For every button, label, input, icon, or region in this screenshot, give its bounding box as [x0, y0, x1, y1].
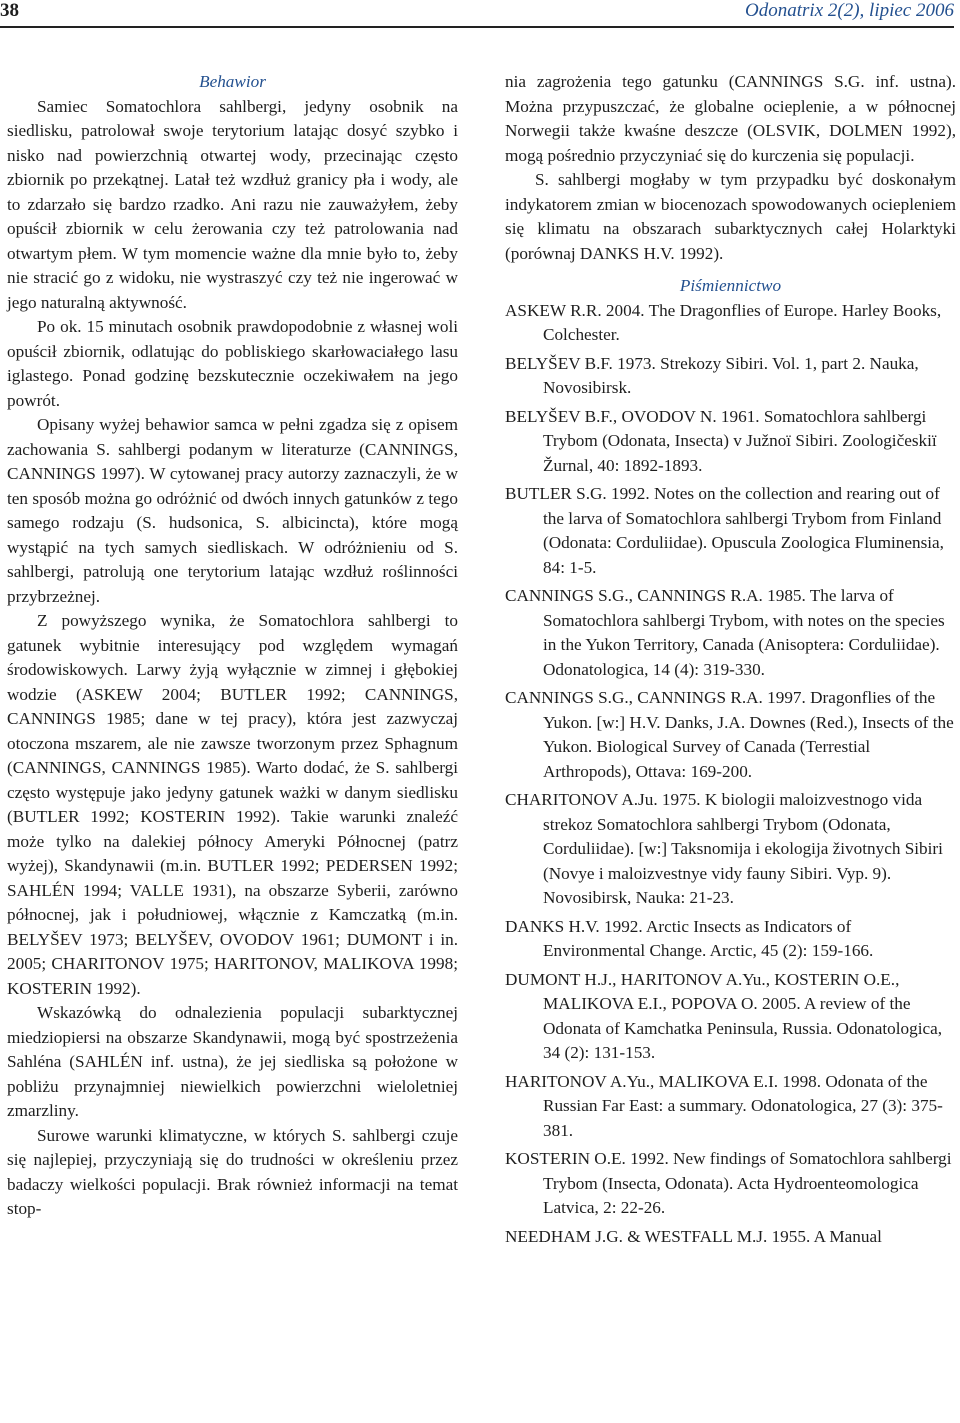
reference-entry: CHARITONOV A.Ju. 1975. K biologii maloizvestnogo vida strekoz Somatochlora sahlbergi Trybom (Odonata, Corduliidae). [w:] Taksnomija i ekologija životnych Sibiri (Novye i maloizvestnye vidy fauny Sibiri. Vyp. 9). Novosibirsk, Nauka: 21-23.: [505, 790, 943, 907]
body-paragraph-2: Po ok. 15 minutach osobnik prawdopodobnie z własnej woli opuścił zbiornik, odlatując do pobliskiego skarłowaciałego lasu iglastego. Ponad godzinę bezskutecznie oczekiwałem na jego powrót.: [7, 317, 458, 410]
reference-entry: BUTLER S.G. 1992. Notes on the collection and rearing out of the larva of Somatochlora sahlbergi Trybom from Finland (Odonata: Corduliidae). Opuscula Zoologica Fluminensia, 84: 1-5.: [505, 484, 944, 577]
reference-entry: DANKS H.V. 1992. Arctic Insects as Indicators of Environmental Change. Arctic, 45 (2): 159-166.: [505, 916, 874, 960]
reference-entry: BELYŠEV B.F., OVODOV N. 1961. Somatochlora sahlbergi Trybom (Odonata, Insecta) v Južnoï Sibiri. Zoologičeskiï Žurnal, 40: 1892-1893.: [505, 406, 937, 475]
reference-entry: ASKEW R.R. 2004. The Dragonflies of Europe. Harley Books, Colchester.: [505, 300, 942, 344]
reference-entry: HARITONOV A.Yu., MALIKOVA E.I. 1998. Odonata of the Russian Far East: a summary. Odonatologica, 27 (3): 375-381.: [505, 1071, 943, 1140]
section-heading-behawior: Behawior: [199, 72, 266, 91]
left-column: [7, 70, 458, 1222]
journal-title: Odonatrix 2(2), lipiec 2006: [745, 0, 954, 21]
reference-entry: CANNINGS S.G., CANNINGS R.A. 1997. Dragonflies of the Yukon. [w:] H.V. Danks, J.A. Downes (Red.), Insects of the Yukon. Biological Survey of Canada (Terrestial Arthropods), Ottava: 169-200.: [505, 688, 954, 781]
reference-entry: BELYŠEV B.F. 1973. Strekozy Sibiri. Vol. 1, part 2. Nauka, Novosibirsk.: [505, 353, 919, 397]
section-heading-references: Piśmiennictwo: [679, 276, 782, 295]
page-header: [0, 0, 960, 28]
body-paragraph-7: S. sahlbergi mogłaby w tym przypadku być doskonałym indykatorem zmian w biocenozach spowodowanych ociepleniem się klimatu na obszarach subarktycznych całej Holarktyki (porównaj DANKS H.V. 1992).: [505, 170, 956, 263]
body-paragraph-6: Surowe warunki klimatyczne, w których S. sahlbergi czuje się najlepiej, przyczyniają się do trudności w określeniu przez badaczy wielkości populacji. Brak również informacji na temat stop-: [7, 1125, 458, 1218]
body-paragraph-5: Wskazówką do odnalezienia populacji subarktycznej miedziopiersi na obszarze Skandynawii, mogą być spostrzeżenia Sahléna (SAHLÉN inf. ustna), że jej siedliska są położone w pobliżu przynajmniej niewielkich powierzchni wieloletniej zmarzliny.: [7, 1003, 458, 1120]
header-rule: [0, 26, 954, 28]
reference-entry: NEEDHAM J.G. & WESTFALL M.J. 1955. A Manual: [505, 1226, 882, 1246]
reference-entry: DUMONT H.J., HARITONOV A.Yu., KOSTERIN O.E., MALIKOVA E.I., POPOVA O. 2005. A review of the Odonata of Kamchatka Peninsula, Russia. Odonatologica, 34 (2): 131-153.: [505, 969, 943, 1062]
page-number: 38: [0, 0, 19, 21]
body-paragraph-continued: nia zagrożenia tego gatunku (CANNINGS S.G. inf. ustna). Można przypuszczać, że globalne ocieplenie, a w północnej Norwegii także kwaśne deszcze (OLSVIK, DOLMEN 1992), mogą pośrednio przyczyniać się do kurczenia się populacji.: [505, 72, 956, 165]
reference-entry: KOSTERIN O.E. 1992. New findings of Somatochlora sahlbergi Trybom (Insecta, Odonata). Acta Hydroenteomologica Latvica, 2: 22-26.: [505, 1149, 952, 1217]
right-column: [505, 70, 956, 1253]
body-paragraph-4: Z powyższego wynika, że Somatochlora sahlbergi to gatunek wybitnie interesujący pod względem wymagań środowiskowych. Larwy żyją wyłącznie w zimnej i głębokiej wodzie (ASKEW 2004; BUTLER 1992; CANNINGS, CANNINGS 1985; dane w tej pracy), która jest zazwyczaj otoczona mszarem, ale nie zawsze tworzonym przez Sphagnum (CANNINGS, CANNINGS 1985). Warto dodać, że S. sahlbergi często występuje jako jedyny gatunek ważki w danym siedlisku (BUTLER 1992; KOSTERIN 1992). Takie warunki znaleźć może tylko na dalekiej północy Ameryki Północnej (patrz wyżej), Skandynawii (m.in. BUTLER 1992; PEDERSEN 1992; SAHLÉN 1994; VALLE 1931), na obszarze Syberii, zarówno północnej, jak i południowej, włącznie z Kamczatką (m.in. BELYŠEV 1973; BELYŠEV, OVODOV 1961; DUMONT i in. 2005; CHARITONOV 1975; HARITONOV, MALIKOVA 1998; KOSTERIN 1992).: [7, 611, 458, 998]
reference-entry: CANNINGS S.G., CANNINGS R.A. 1985. The larva of Somatochlora sahlbergi Trybom, with notes on the species in the Yukon Territory, Canada (Anisoptera: Corduliidae). Odonatologica, 14 (4): 319-330.: [505, 586, 945, 679]
body-paragraph-1: Samiec Somatochlora sahlbergi, jedyny osobnik na siedlisku, patrolował swoje terytorium latając dosyć szybko i nisko nad powierzchnią otwartej wody, przecinając często zbiornik po przekątnej. Latał też wzdłuż granicy pła i wody, ale to zdarzało się bardzo rzadko. Ani razu nie zauważyłem, żeby opuścił zbiornik w celu żerowania czy też patrolowania nad otwartym płem. W tym momencie ważne dla mnie było to, żeby nie stracić go z widoku, nie wystraszyć czy też nie ingerować w jego naturalną aktywność.: [7, 96, 458, 312]
body-paragraph-3: Opisany wyżej behawior samca w pełni zgadza się z opisem zachowania S. sahlbergi podanym w literaturze (CANNINGS, CANNINGS 1997). W cytowanej pracy autorzy zaznaczyli, że w ten sposób można go odróżnić od dwóch innych gatunków z tego samego rodzaju (S. hudsonica, S. albicincta), które mogą wystąpić na tych samych siedliskach. W odróżnieniu od S. sahlbergi, patrolują one terytorium latając wzdłuż roślinności przybrzeżnej.: [7, 415, 458, 606]
